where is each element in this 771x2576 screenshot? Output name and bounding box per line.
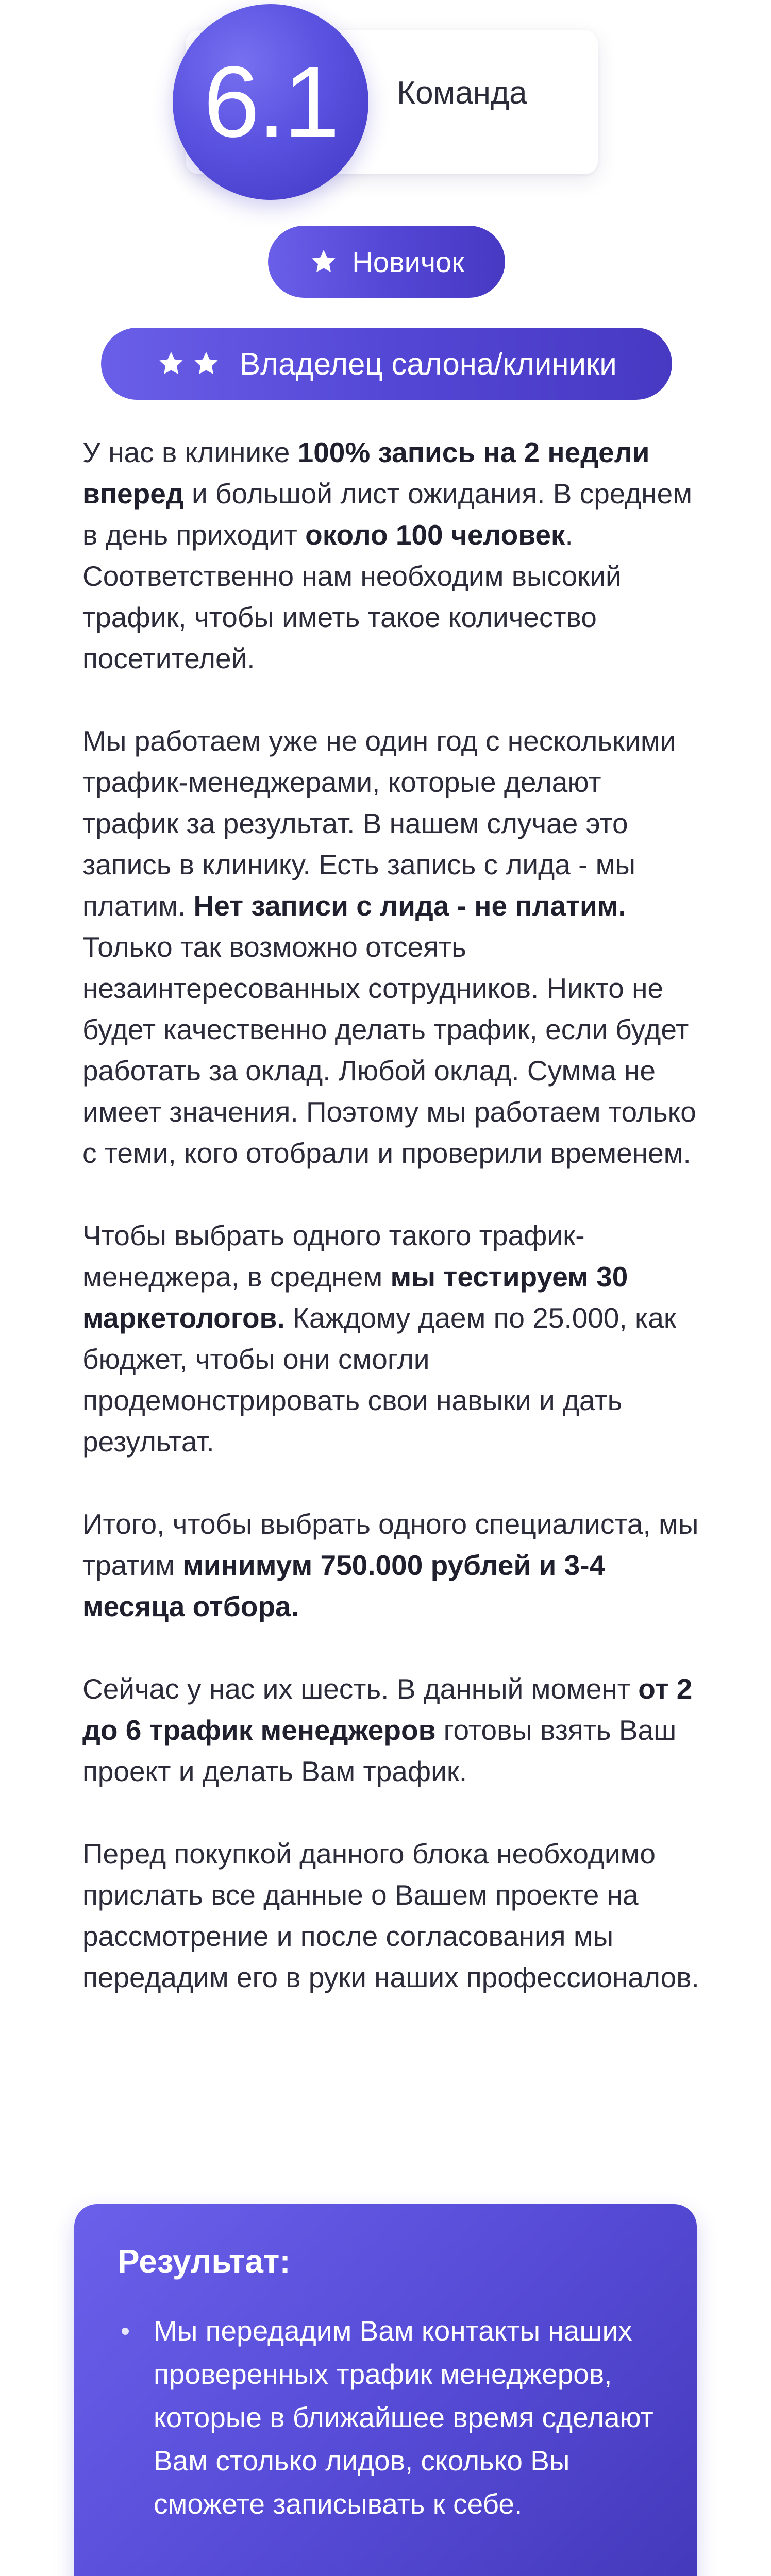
paragraph-3 xyxy=(82,1215,701,1462)
paragraph-6 xyxy=(82,1833,701,1998)
star-icon xyxy=(191,349,221,378)
paragraph-text: Каждому даем по 25.000, как бюджет, чтобы они смогли продемонстрировать свои навыки и дать результат. xyxy=(82,1302,676,1458)
paragraph-text: Чтобы выбрать одного такого трафик-менеджера, в среднем xyxy=(82,1219,585,1293)
audience-badge xyxy=(101,328,672,400)
result-card xyxy=(74,2204,697,2576)
paragraph-text: готовы взять Ваш проект и делать Вам трафик. xyxy=(82,1714,677,1787)
description xyxy=(82,432,701,2039)
paragraph-2 xyxy=(82,720,701,1174)
paragraph-text: У нас в клинике xyxy=(82,436,298,468)
paragraph-bold: от 2 до 6 трафик менеджеров xyxy=(82,1673,693,1746)
result-title: Результат: xyxy=(118,2243,291,2280)
audience-badge-label: Владелец салона/клиники xyxy=(240,346,617,381)
paragraph-text: Мы работаем уже не один год с несколькими трафик-менеджерами, которые делают трафик за результат. В нашем случае это запись в клинику. Есть запись с лида - мы платим. xyxy=(82,725,676,922)
section-number-circle xyxy=(173,4,368,200)
paragraph-text: Только так возможно отсеять незаинтересованных сотрудников. Никто не будет качественно делать трафик, если будет работать за оклад. Любой оклад. Сумма не имеет значения. Поэтому мы работаем только с теми, кого отобрали и проверили временем. xyxy=(82,931,696,1169)
paragraph-5 xyxy=(82,1668,701,1792)
result-item-text: Мы передадим Вам контакты наших проверенных трафик менеджеров, которые в ближайшее время сделают Вам столько лидов, сколько Вы сможете записывать к себе. xyxy=(154,2315,653,2520)
paragraph-text: . Соответственно нам необходим высокий трафик, чтобы иметь такое количество посетителей. xyxy=(82,519,622,674)
paragraph-bold: мы тестируем 30 маркетологов. xyxy=(82,1261,628,1334)
paragraph-1 xyxy=(82,432,701,679)
list-item xyxy=(118,2309,653,2526)
bullet-icon xyxy=(122,2328,129,2335)
section-title: Команда xyxy=(397,75,527,111)
level-badge xyxy=(268,226,505,298)
star-icon xyxy=(309,247,339,276)
star-icon xyxy=(156,349,186,378)
section-number: 6.1 xyxy=(203,45,338,158)
paragraph-text: Итого, чтобы выбрать одного специалиста, мы тратим xyxy=(82,1508,699,1581)
paragraph-text: Перед покупкой данного блока необходимо прислать все данные о Вашем проекте на рассмотрение и после согласования мы передадим его в руки наших профессионалов. xyxy=(82,1838,699,1993)
stars-group xyxy=(156,349,226,378)
level-badge-label: Новичок xyxy=(352,245,464,278)
paragraph-text: и большой лист ожидания. В среднем в день приходит xyxy=(82,478,693,551)
paragraph-bold: Нет записи с лида - не платим. xyxy=(193,890,626,922)
paragraph-bold: 100% запись на 2 недели вперед xyxy=(82,436,650,510)
paragraph-text: Сейчас у нас их шесть. В данный момент xyxy=(82,1673,639,1705)
result-list xyxy=(118,2309,653,2526)
paragraph-bold: минимум 750.000 рублей и 3-4 месяца отбора. xyxy=(82,1549,606,1622)
paragraph-bold: около 100 человек xyxy=(305,519,565,551)
paragraph-4 xyxy=(82,1503,701,1627)
